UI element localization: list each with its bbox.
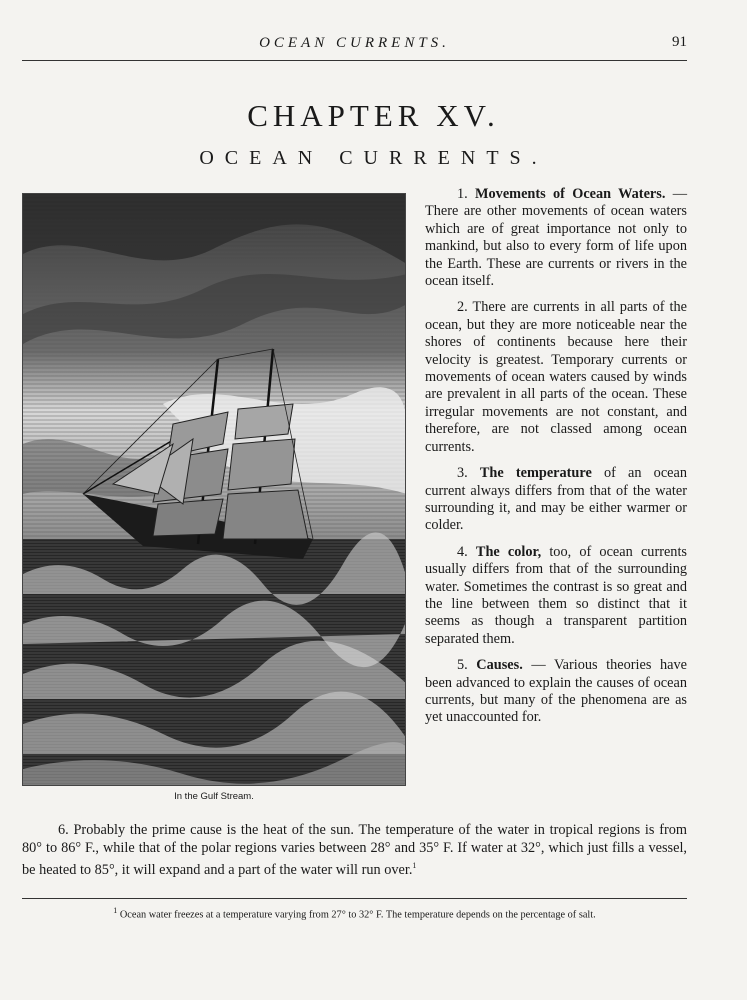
paragraph-heading: Movements of Ocean Waters. bbox=[475, 186, 666, 202]
paragraph-4 bbox=[425, 544, 687, 648]
running-header bbox=[22, 32, 687, 61]
ship-illustration bbox=[23, 194, 406, 786]
paragraph-6 bbox=[22, 822, 687, 880]
footnote-text: Ocean water freezes at a temperature varying from 27° to 32° F. The temperature depends on the percentage of salt. bbox=[119, 909, 596, 921]
paragraph-2 bbox=[425, 299, 687, 456]
footnote-mark: 1 bbox=[113, 906, 118, 915]
paragraph-number: 3. bbox=[457, 465, 468, 482]
chapter-subtitle: OCEAN CURRENTS. bbox=[199, 147, 548, 169]
paragraph-number: 6. bbox=[58, 822, 69, 838]
paragraph-heading: The temperature bbox=[479, 465, 592, 482]
paragraph-number: 1. bbox=[457, 186, 468, 202]
page-number: 91 bbox=[672, 34, 687, 50]
ship-engraving bbox=[22, 193, 406, 786]
paragraph-5 bbox=[425, 657, 687, 727]
paragraph-number: 5. bbox=[457, 657, 468, 674]
figure-caption: In the Gulf Stream. bbox=[174, 791, 254, 802]
paragraph-1 bbox=[425, 186, 687, 290]
paragraph-3 bbox=[425, 465, 687, 535]
paragraph-text: Probably the prime cause is the heat of the sun. The temperature of the water in tropical regions is from 80° to 86° F., while that of the polar regions varies between 28° and 35° F. If water at 32°, which just fills a vessel, be heated to 85°, it will expand and a part of the water will run over. bbox=[22, 822, 687, 878]
paragraph-number: 4. bbox=[457, 543, 468, 560]
running-title: OCEAN CURRENTS. bbox=[259, 35, 450, 51]
paragraph-text: There are currents in all parts of the ocean, but they are more noticeable near the shores of continents because here their velocity is greatest. Temporary currents or movements of ocean waters caused by winds are prevalent in all parts of the ocean. These irregular movements are not constant, and therefore, are not classed among ocean currents. bbox=[425, 299, 687, 455]
chapter-title: CHAPTER XV. bbox=[247, 98, 500, 133]
text-column bbox=[425, 186, 687, 736]
paragraph-text: — There are other movements of ocean waters which are of great importance not only to mankind, but also to every form of life upon the Earth. These are currents or rivers in the ocean itself. bbox=[425, 186, 687, 290]
paragraph-text: — Various theories have been advanced to explain the causes of ocean currents, but many of the phenomena are as yet unaccounted for. bbox=[425, 657, 687, 726]
footnote-reference: 1 bbox=[412, 861, 417, 871]
paragraph-6-block bbox=[22, 822, 687, 880]
paragraph-text: too, of ocean currents usually differs from that of the surrounding water. Sometimes the contrast is so great and the line between them so distinct that it seems as though a transparent partition separated them. bbox=[425, 543, 687, 647]
footnote-divider bbox=[22, 898, 687, 899]
paragraph-heading: Causes. bbox=[476, 657, 523, 674]
paragraph-number: 2. bbox=[457, 299, 468, 316]
footnote bbox=[22, 906, 687, 920]
paragraph-heading: The color, bbox=[475, 543, 542, 560]
paragraph-text: of an ocean current always differs from that of the water surrounding it, and may be either warmer or colder. bbox=[425, 465, 688, 534]
